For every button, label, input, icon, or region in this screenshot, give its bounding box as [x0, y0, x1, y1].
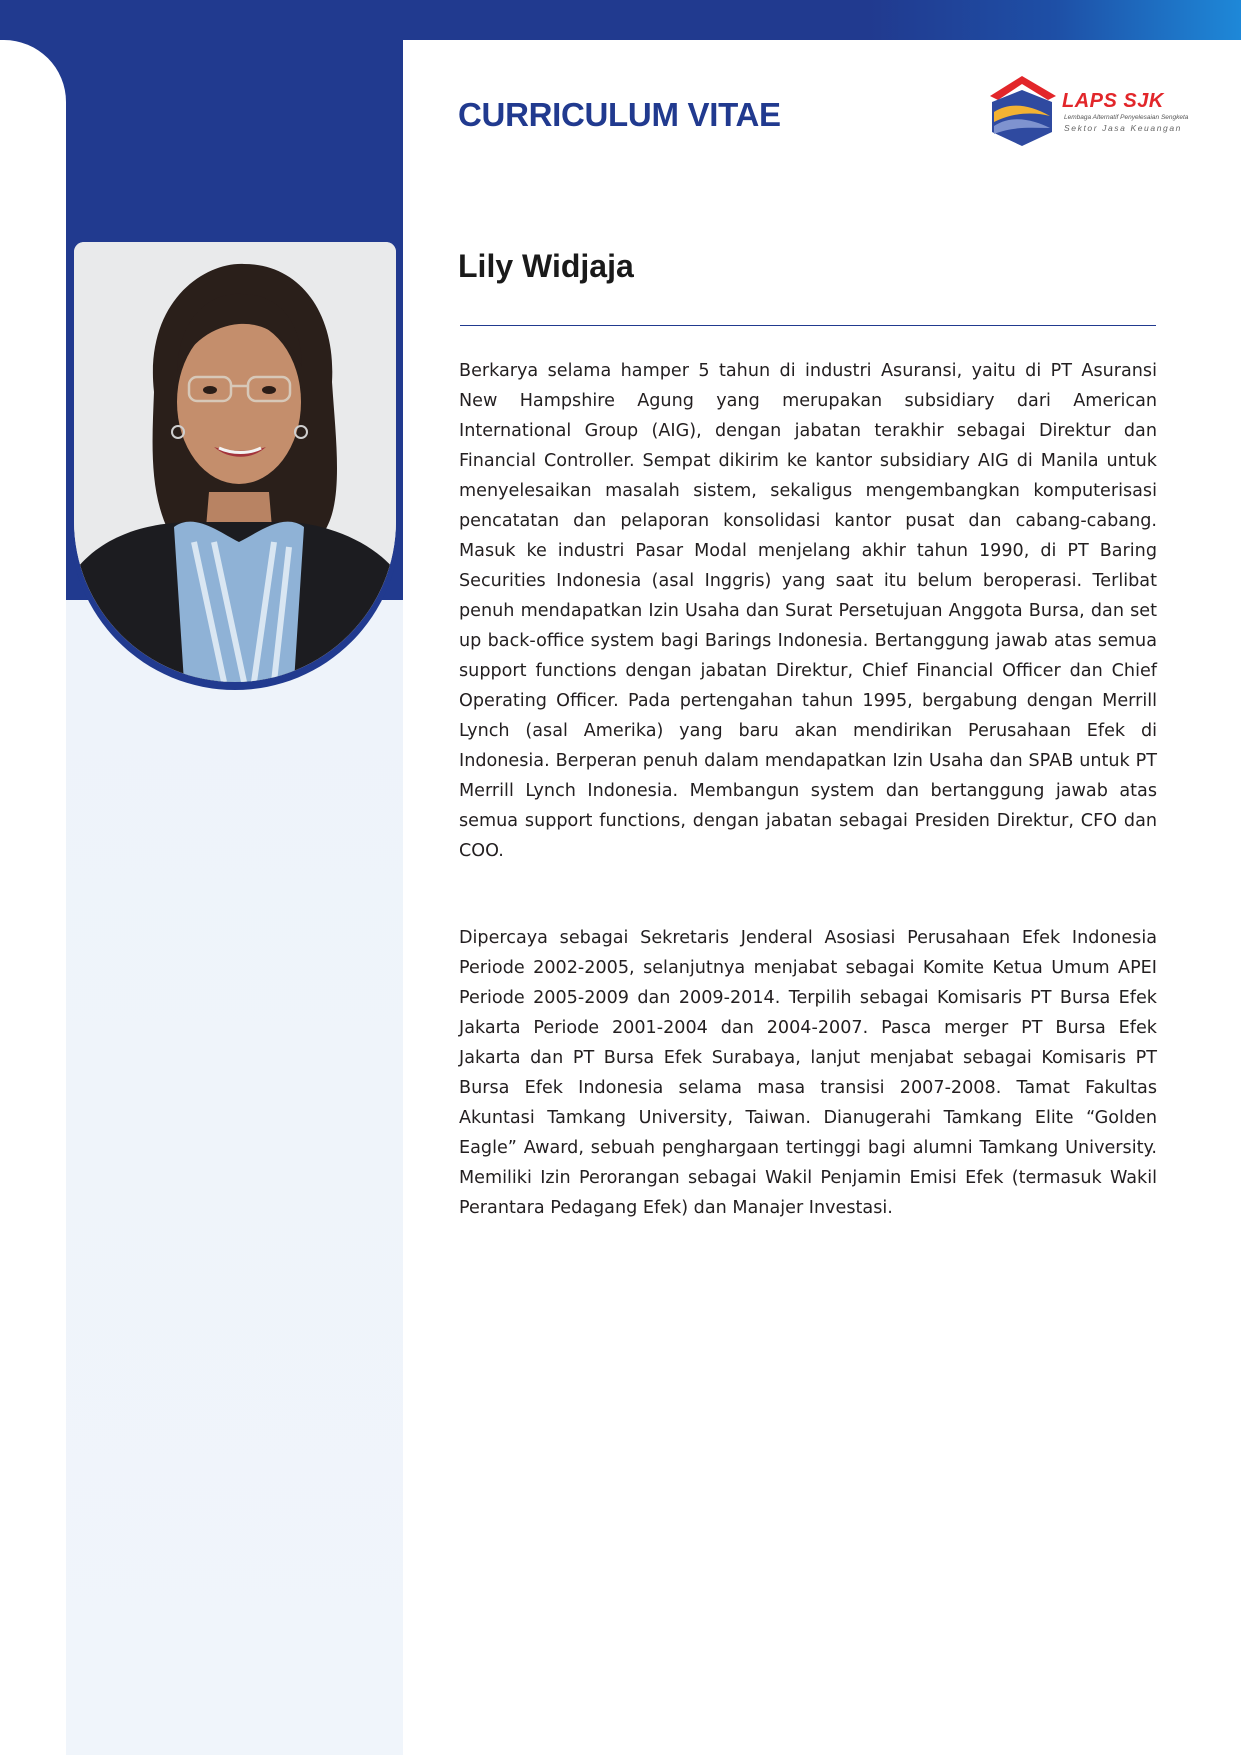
- document-title: CURRICULUM VITAE: [458, 96, 781, 133]
- top-banner: [0, 0, 1241, 40]
- bio-paragraph: Berkarya selama hamper 5 tahun di industri Asuransi, yaitu di PT Asuransi New Hampshire Agung yang merupakan subsidiary dari American International Group (AIG), dengan jabatan terakhir sebagai Direktur dan Financial Controller. Sempat dikirim ke kantor subsidiary AIG di Manila untuk menyelesaikan masalah sistem, sekaligus mengembangkan komputerisasi pencatatan dan pelaporan konsolidasi kantor pusat dan cabang-cabang. Masuk ke industri Pasar Modal menjelang akhir tahun 1990, di PT Baring Securities Indonesia (asal Inggris) yang saat itu belum beroperasi. Terlibat penuh mendapatkan Izin Usaha dan Surat Persetujuan Anggota Bursa, dan set up back-office system bagi Barings Indonesia. Bertanggung jawab atas semua support functions dengan jabatan Direktur, Chief Financial Officer dan Chief Operating Officer. Pada pertengahan tahun 1995, bergabung dengan Merrill Lynch (asal Amerika) yang baru akan mendirikan Perusahaan Efek di Indonesia. Berperan penuh dalam mendapatkan Izin Usaha dan SPAB untuk PT Merrill Lynch Indonesia. Membangun system dan bertanggung jawab atas semua support functions, dengan jabatan sebagai Presiden Direktur, CFO dan COO.: [459, 361, 1157, 861]
- portrait-photo: [74, 242, 396, 682]
- portrait-illustration: [74, 242, 396, 682]
- person-name: Lily Widjaja: [458, 248, 634, 284]
- section-divider: [460, 325, 1156, 326]
- profile-photo-frame: [70, 240, 400, 690]
- laps-sjk-logo: [984, 70, 1189, 150]
- logo-tagline-1: Lembaga Alternatif Penyelesaian Sengketa: [1064, 114, 1189, 121]
- logo-wordmark: LAPS SJK: [1062, 90, 1164, 112]
- laps-sjk-logo-icon: [984, 70, 1060, 150]
- logo-tagline-2: Sektor Jasa Keuangan: [1064, 123, 1183, 133]
- content-panel: [403, 40, 1241, 1755]
- left-margin-rail: [0, 40, 66, 1755]
- bio-paragraph: Dipercaya sebagai Sekretaris Jenderal Asosiasi Perusahaan Efek Indonesia Periode 2002-2005, selanjutnya menjabat sebagai Komite Ketua Umum APEI Periode 2005-2009 dan 2009-2014. Terpilih sebagai Komisaris PT Bursa Efek Jakarta Periode 2001-2004 dan 2004-2007. Pasca merger PT Bursa Efek Jakarta dan PT Bursa Efek Surabaya, lanjut menjabat sebagai Komisaris PT Bursa Efek Indonesia selama masa transisi 2007-2008. Tamat Fakultas Akuntasi Tamkang University, Taiwan. Dianugerahi Tamkang Elite “Golden Eagle” Award, sebuah penghargaan tertinggi bagi alumni Tamkang University. Memiliki Izin Perorangan sebagai Wakil Penjamin Emisi Efek (termasuk Wakil Perantara Pedagang Efek) dan Manajer Investasi.: [459, 928, 1157, 1218]
